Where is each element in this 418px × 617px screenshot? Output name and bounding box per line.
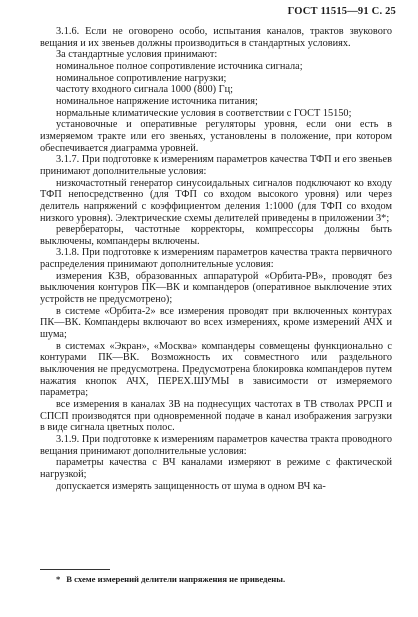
list-item: в системах «Экран», «Москва» компандеры совмещены функционально с контурами ПК—ВК. Возможность их совместного или раздельного выключения не предусмотрена. Предусмотрена блокировка компандеров путем нажатия кнопок АЧХ, ПЕРЕХ.ШУМЫ в зависимости от измеряемого параметра; — [40, 340, 392, 399]
footnote-mark: * — [56, 574, 61, 584]
list-item: частоту входного сигнала 1000 (800) Гц; — [56, 84, 233, 96]
list-item: ревербераторы, частотные корректоры, компрессоры должны быть выключены, компандеры включены. — [40, 224, 392, 247]
paragraph-3-1-9: 3.1.9. При подготовке к измерениям параметров качества тракта проводного вещания принимают дополнительные условия: — [40, 433, 392, 457]
footnote-divider — [40, 569, 110, 570]
list-item: нормальные климатические условия в соответствии с ГОСТ 15150; — [56, 107, 352, 119]
paragraph-3-1-6: 3.1.6. Если не оговорено особо, испытания каналов, трактов звукового вещания и их звеньев должны производиться в стандартных условиях. — [40, 26, 392, 49]
list-item: параметры качества с ВЧ каналами измеряют в режиме с фактической нагрузкой; — [40, 457, 392, 480]
page-header: ГОСТ 11515—91 С. 25 — [287, 6, 396, 17]
list-item: все измерения в каналах ЗВ на поднесущих частотах в ТВ стволах РРСП и СПСП производятся при одновременной подаче в канал изображения загрузки в виде сигнала цветных полос. — [40, 399, 392, 434]
paragraph-standard-conditions: За стандартные условия принимают: — [56, 49, 218, 61]
list-item: номинальное сопротивление нагрузки; — [56, 72, 227, 84]
list-item: низкочастотный генератор синусоидальных сигналов подключают ко входу ТФП непосредственно (для ТФП со входом высокого уровня) или через делитель напряжений с коэффициентом деления 1:1000 (для ТФП со входом низкого уровня). Электрические схемы делителей приведены в приложении 3*; — [40, 177, 392, 224]
list-item: допускается измерять защищенность от шума в одном ВЧ ка- — [56, 480, 326, 492]
footnote-text: В схеме измерений делители напряжения не приведены. — [66, 574, 286, 584]
paragraph-3-1-8: 3.1.8. При подготовке к измерениям параметров качества тракта первичного распределения принимают дополнительные условия: — [40, 247, 392, 271]
list-item: номинальное напряжение источника питания; — [56, 95, 258, 107]
footnote — [56, 574, 396, 584]
list-item: установочные и оперативные регуляторы уровня, если они есть в измеряемом тракте или его звеньях, установлены в положение, при котором обеспечивается диаграмма уровней. — [40, 119, 392, 154]
list-item: номинальное полное сопротивление источника сигнала; — [56, 60, 303, 72]
body-text — [40, 26, 392, 492]
list-item: в системе «Орбита-2» все измерения проводят при включенных контурах ПК—ВК. Компандеры включают во всех измерениях, кроме измерений АЧХ и шума; — [40, 305, 392, 341]
paragraph-3-1-7: 3.1.7. При подготовке к измерениям параметров качества ТФП и его звеньев принимают дополнительные условия: — [40, 154, 392, 177]
list-item: измерения КЗВ, образованных аппаратурой «Орбита-РВ», проводят без выключения контуров ПК—ВК и компандеров (оперативное выключение этих устройств не предусмотрено); — [40, 270, 392, 306]
